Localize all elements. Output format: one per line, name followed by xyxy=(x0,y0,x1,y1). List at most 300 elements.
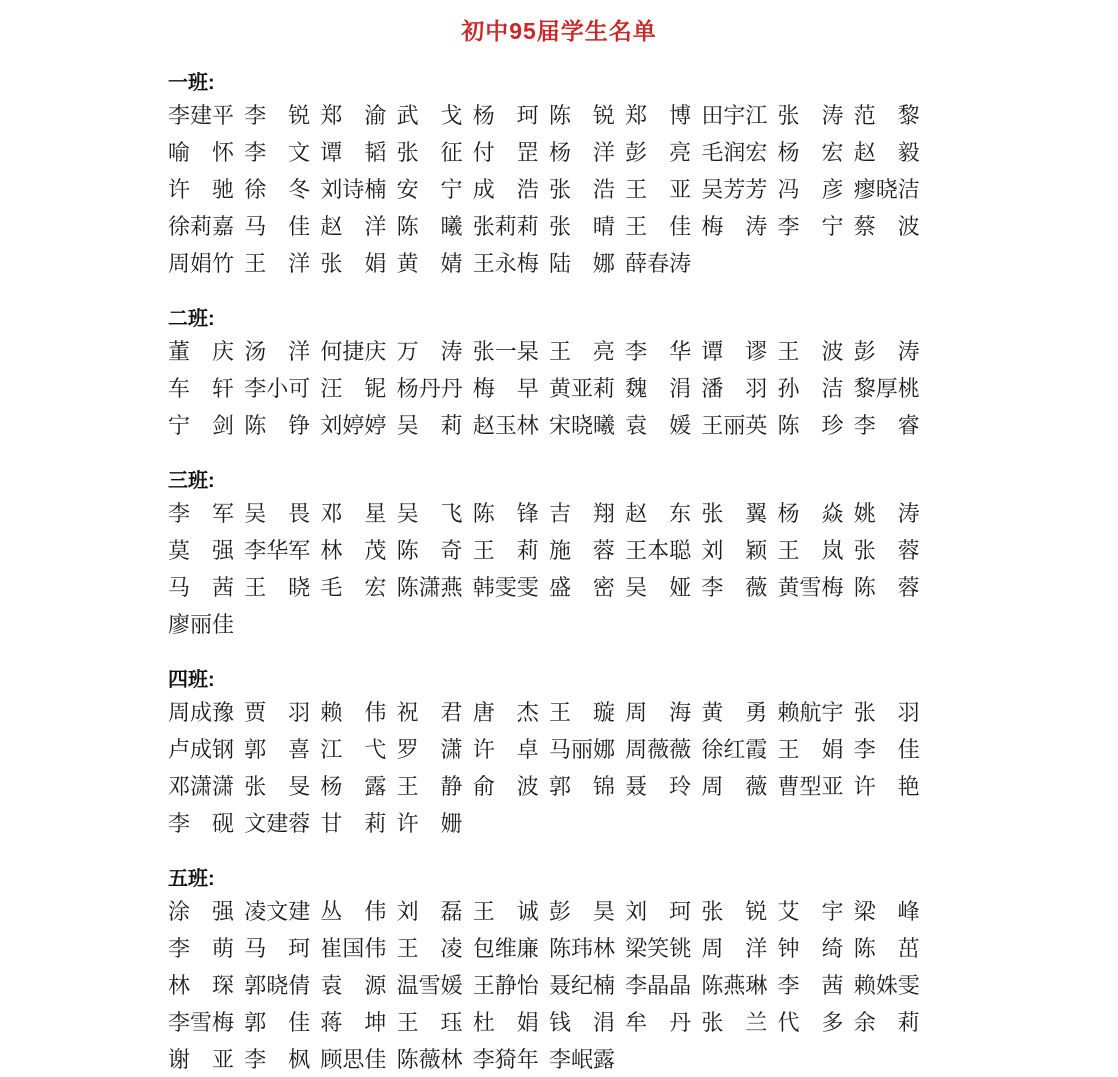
student-name xyxy=(244,1006,320,1037)
student-name xyxy=(473,409,549,440)
student-name xyxy=(549,497,625,528)
student-name xyxy=(778,696,854,727)
student-name xyxy=(778,335,854,366)
student-name-text: 李 建 平 xyxy=(168,103,235,128)
student-name xyxy=(701,969,777,1000)
name-row xyxy=(168,133,934,170)
student-name xyxy=(701,372,777,403)
student-name xyxy=(244,1043,320,1074)
student-name xyxy=(168,1043,244,1074)
student-name-text: 王 波 xyxy=(777,339,844,364)
student-name xyxy=(473,770,549,801)
student-name-text: 钱 涓 xyxy=(548,1010,615,1035)
student-name-text: 陆 娜 xyxy=(548,251,615,276)
student-name-text: 许 卓 xyxy=(472,737,539,762)
name-row xyxy=(168,1040,934,1077)
student-name xyxy=(625,696,701,727)
student-name xyxy=(778,932,854,963)
student-name-text: 赵 东 xyxy=(625,501,692,526)
student-name-text: 冯 彦 xyxy=(777,177,844,202)
student-name xyxy=(168,247,244,278)
student-name-text: 马 珂 xyxy=(244,936,311,961)
name-row xyxy=(168,207,934,244)
student-name xyxy=(320,247,396,278)
student-name xyxy=(244,895,320,926)
student-name xyxy=(854,696,930,727)
name-row xyxy=(168,332,934,369)
student-name-text: 甘 莉 xyxy=(320,811,387,836)
student-name-text: 陈 奇 xyxy=(396,538,463,563)
student-name xyxy=(244,372,320,403)
student-name xyxy=(244,210,320,241)
student-name-text: 陈 蓉 xyxy=(853,575,920,600)
student-name-text: 陈 薇 林 xyxy=(396,1047,463,1072)
name-row xyxy=(168,767,934,804)
student-name-text: 瘳 晓 洁 xyxy=(853,177,920,202)
student-name xyxy=(244,497,320,528)
student-name-text: 杨 宏 xyxy=(777,140,844,165)
student-name-text: 马 佳 xyxy=(244,214,311,239)
student-name-text: 魏 涓 xyxy=(625,376,692,401)
student-name-text: 郭 喜 xyxy=(244,737,311,762)
student-name-text: 陈 锋 xyxy=(472,501,539,526)
student-name-text: 郭 佳 xyxy=(244,1010,311,1035)
student-name-text: 黄 勇 xyxy=(701,700,768,725)
student-name xyxy=(320,372,396,403)
student-name-text: 成 浩 xyxy=(472,177,539,202)
student-name xyxy=(168,696,244,727)
student-name-text: 李 小 可 xyxy=(244,376,311,401)
student-name xyxy=(701,571,777,602)
roster xyxy=(168,70,934,1077)
student-name-text: 李 锐 xyxy=(244,103,311,128)
student-name xyxy=(397,807,473,838)
student-name xyxy=(854,932,930,963)
student-name xyxy=(854,571,930,602)
student-name xyxy=(778,173,854,204)
student-name-text: 周 薇 xyxy=(701,774,768,799)
student-name-text: 马 丽 娜 xyxy=(548,737,615,762)
student-name-text: 徐 莉 嘉 xyxy=(168,214,235,239)
student-name-text: 汪 铌 xyxy=(320,376,387,401)
student-name xyxy=(854,99,930,130)
student-name-text: 姚 涛 xyxy=(853,501,920,526)
class-section-5 xyxy=(168,866,934,1077)
student-name-text: 张 翼 xyxy=(701,501,768,526)
student-name xyxy=(397,895,473,926)
student-name-text: 周 海 xyxy=(625,700,692,725)
name-row xyxy=(168,369,934,406)
student-name-text: 毛 宏 xyxy=(320,575,387,600)
student-name-text: 许 驰 xyxy=(168,177,234,202)
student-name xyxy=(168,969,244,1000)
student-name xyxy=(625,895,701,926)
student-name xyxy=(625,173,701,204)
student-name xyxy=(473,210,549,241)
student-name-text: 施 蓉 xyxy=(548,538,615,563)
student-name xyxy=(625,534,701,565)
student-name-text: 凌 文 建 xyxy=(244,899,311,924)
student-name-text: 钟 绮 xyxy=(777,936,844,961)
class-label: 五班: xyxy=(168,868,215,890)
student-name-text: 万 涛 xyxy=(396,339,463,364)
student-name-text: 蔡 波 xyxy=(853,214,920,239)
student-name-text: 王 娟 xyxy=(777,737,844,762)
student-name-text: 涂 强 xyxy=(168,899,234,924)
student-name xyxy=(778,99,854,130)
student-name xyxy=(625,770,701,801)
student-name-text: 王 亚 xyxy=(625,177,692,202)
student-name xyxy=(473,932,549,963)
student-name-text: 林 琛 xyxy=(168,973,234,998)
student-name-text: 李 岷 露 xyxy=(548,1047,615,1072)
class-label: 二班: xyxy=(168,308,215,330)
student-name xyxy=(854,733,930,764)
student-name-text: 陈 玮 林 xyxy=(548,936,615,961)
student-name-text: 张 旻 xyxy=(244,774,311,799)
class-section-1 xyxy=(168,70,934,281)
student-name xyxy=(320,497,396,528)
student-name-text: 韩 雯 雯 xyxy=(472,575,539,600)
student-name-text: 祝 君 xyxy=(396,700,463,725)
name-row xyxy=(168,605,934,642)
student-name xyxy=(701,534,777,565)
student-name-text: 黄 婧 xyxy=(396,251,463,276)
student-name-text: 陈 铮 xyxy=(244,413,311,438)
student-name-text: 武 戈 xyxy=(396,103,463,128)
student-name xyxy=(397,1006,473,1037)
name-row xyxy=(168,804,934,841)
student-name-text: 李 萌 xyxy=(168,936,234,961)
student-name xyxy=(701,173,777,204)
student-name-text: 杨 焱 xyxy=(777,501,844,526)
student-name-text: 董 庆 xyxy=(168,339,234,364)
student-name xyxy=(397,571,473,602)
student-name-text: 梁 峰 xyxy=(853,899,920,924)
student-name-text: 余 莉 xyxy=(853,1010,920,1035)
student-name xyxy=(244,770,320,801)
student-name-text: 张 征 xyxy=(396,140,463,165)
student-name xyxy=(549,770,625,801)
student-name-text: 张 晴 xyxy=(548,214,615,239)
name-row xyxy=(168,494,934,531)
student-name-text: 李 雪 梅 xyxy=(168,1010,235,1035)
student-name xyxy=(778,770,854,801)
student-name-text: 包 维 廉 xyxy=(472,936,539,961)
student-name-text: 王 本 聪 xyxy=(625,538,692,563)
name-row xyxy=(168,892,934,929)
student-name xyxy=(397,497,473,528)
student-name-text: 袁 源 xyxy=(320,973,387,998)
student-name xyxy=(320,696,396,727)
student-name xyxy=(244,969,320,1000)
student-name-text: 赵 毅 xyxy=(853,140,920,165)
student-name xyxy=(168,932,244,963)
student-name-text: 王 洋 xyxy=(244,251,311,276)
student-name-text: 王 丽 英 xyxy=(701,413,768,438)
student-name-text: 吴 畏 xyxy=(244,501,311,526)
student-name-text: 张 涛 xyxy=(777,103,844,128)
student-name xyxy=(244,696,320,727)
student-name xyxy=(854,173,930,204)
student-name-text: 代 多 xyxy=(777,1010,844,1035)
student-name-text: 郭 锦 xyxy=(548,774,615,799)
student-name xyxy=(854,409,930,440)
student-name-text: 彭 涛 xyxy=(853,339,920,364)
student-name xyxy=(549,136,625,167)
student-name xyxy=(549,969,625,1000)
student-name xyxy=(168,534,244,565)
student-name xyxy=(320,136,396,167)
student-name-text: 马 茜 xyxy=(168,575,234,600)
student-name-text: 王 璇 xyxy=(548,700,615,725)
student-name-text: 王 凌 xyxy=(396,936,463,961)
student-name-text: 孙 洁 xyxy=(777,376,844,401)
student-name-text: 周 薇 薇 xyxy=(625,737,692,762)
student-name xyxy=(625,932,701,963)
name-row xyxy=(168,730,934,767)
student-name xyxy=(168,99,244,130)
student-name-text: 黎 厚 桃 xyxy=(853,376,920,401)
student-name-text: 聂 玲 xyxy=(625,774,692,799)
student-name xyxy=(701,335,777,366)
student-name xyxy=(320,969,396,1000)
name-row xyxy=(168,170,934,207)
student-name-text: 彭 昊 xyxy=(548,899,615,924)
student-name xyxy=(701,932,777,963)
student-name xyxy=(854,210,930,241)
student-name-text: 张 娟 xyxy=(320,251,387,276)
student-name-text: 潘 羽 xyxy=(701,376,768,401)
student-name-text: 梅 涛 xyxy=(701,214,768,239)
student-name xyxy=(320,770,396,801)
student-name xyxy=(625,99,701,130)
student-name-text: 曹 型 亚 xyxy=(777,774,844,799)
student-name xyxy=(320,1043,396,1074)
student-name xyxy=(625,247,701,278)
student-name-text: 吴 飞 xyxy=(396,501,463,526)
student-name xyxy=(701,136,777,167)
student-name xyxy=(625,969,701,1000)
student-name-text: 付 罡 xyxy=(472,140,539,165)
student-name-text: 杜 娟 xyxy=(472,1010,539,1035)
student-name xyxy=(320,99,396,130)
student-name-text: 聂 纪 楠 xyxy=(548,973,615,998)
student-name-text: 杨 珂 xyxy=(472,103,539,128)
student-name xyxy=(168,210,244,241)
student-name-text: 莫 强 xyxy=(168,538,234,563)
student-name-text: 郑 博 xyxy=(625,103,692,128)
student-name xyxy=(701,733,777,764)
student-name-text: 王 岚 xyxy=(777,538,844,563)
student-name xyxy=(778,409,854,440)
student-name xyxy=(473,895,549,926)
student-name xyxy=(244,173,320,204)
student-name-text: 张 一 杲 xyxy=(472,339,539,364)
student-name-text: 赖 姝 雯 xyxy=(853,973,920,998)
student-name xyxy=(778,210,854,241)
student-name xyxy=(168,409,244,440)
student-name xyxy=(244,534,320,565)
student-name-text: 牟 丹 xyxy=(625,1010,692,1035)
class-label: 四班: xyxy=(168,669,215,691)
student-name-text: 贾 羽 xyxy=(244,700,311,725)
student-name xyxy=(549,534,625,565)
student-name xyxy=(473,733,549,764)
student-name xyxy=(473,99,549,130)
student-name-text: 邓 潇 潇 xyxy=(168,774,235,799)
student-name xyxy=(473,173,549,204)
student-name-text: 陈 燕 琳 xyxy=(701,973,768,998)
name-row xyxy=(168,406,934,443)
student-name-text: 喻 怀 xyxy=(168,140,234,165)
student-name xyxy=(778,372,854,403)
student-name-text: 李 茜 xyxy=(777,973,844,998)
student-name xyxy=(473,696,549,727)
student-name xyxy=(320,210,396,241)
student-name xyxy=(549,571,625,602)
student-name-text: 李 佳 xyxy=(853,737,920,762)
student-name-text: 宁 剑 xyxy=(168,413,234,438)
student-name-text: 杨 洋 xyxy=(548,140,615,165)
student-name-text: 艾 宇 xyxy=(777,899,844,924)
student-name-text: 刘 珂 xyxy=(625,899,692,924)
student-name-text: 梁 笑 铫 xyxy=(625,936,692,961)
student-name-text: 李 华 xyxy=(625,339,692,364)
student-name-text: 赵 玉 林 xyxy=(472,413,539,438)
student-name xyxy=(168,608,244,639)
student-name-text: 何 捷 庆 xyxy=(320,339,387,364)
student-name xyxy=(625,136,701,167)
student-name-text: 李 睿 xyxy=(853,413,920,438)
student-name xyxy=(168,497,244,528)
student-name xyxy=(244,409,320,440)
student-name-text: 张 浩 xyxy=(548,177,615,202)
student-name-text: 张 莉 莉 xyxy=(472,214,539,239)
student-name-text: 毛 润 宏 xyxy=(701,140,768,165)
student-name-text: 王 亮 xyxy=(548,339,615,364)
student-name-text: 李 猗 年 xyxy=(472,1047,539,1072)
student-name xyxy=(320,409,396,440)
student-name xyxy=(854,969,930,1000)
student-name xyxy=(625,733,701,764)
student-name xyxy=(854,497,930,528)
student-name xyxy=(854,534,930,565)
student-name xyxy=(701,770,777,801)
student-name-text: 李 薇 xyxy=(701,575,768,600)
student-name xyxy=(397,335,473,366)
student-name-text: 李 宁 xyxy=(777,214,844,239)
student-name-text: 李 文 xyxy=(244,140,311,165)
student-name-text: 刘 颖 xyxy=(701,538,768,563)
student-name xyxy=(778,733,854,764)
student-name xyxy=(778,895,854,926)
student-name xyxy=(320,173,396,204)
student-name xyxy=(320,932,396,963)
student-name-text: 周 娟 竹 xyxy=(168,251,235,276)
student-name xyxy=(397,534,473,565)
student-name xyxy=(473,1043,549,1074)
student-name-text: 廖 丽 佳 xyxy=(168,612,235,637)
student-name-text: 江 弋 xyxy=(320,737,387,762)
student-name xyxy=(320,807,396,838)
student-name xyxy=(244,807,320,838)
class-section-4 xyxy=(168,667,934,841)
student-name-text: 盛 密 xyxy=(548,575,615,600)
student-name xyxy=(778,497,854,528)
student-name-text: 王 永 梅 xyxy=(472,251,539,276)
student-name xyxy=(397,409,473,440)
student-name-text: 陈 曦 xyxy=(396,214,463,239)
student-name-text: 陈 锐 xyxy=(548,103,615,128)
class-section-3 xyxy=(168,468,934,642)
student-name xyxy=(397,372,473,403)
student-name xyxy=(549,409,625,440)
student-name xyxy=(549,173,625,204)
student-name xyxy=(625,372,701,403)
student-name xyxy=(549,895,625,926)
student-name-text: 徐 红 霞 xyxy=(701,737,768,762)
student-name-text: 王 珏 xyxy=(396,1010,463,1035)
student-name xyxy=(397,210,473,241)
name-row xyxy=(168,244,934,281)
student-name-text: 赖 伟 xyxy=(320,700,387,725)
student-name xyxy=(244,932,320,963)
student-name xyxy=(320,733,396,764)
student-name-text: 汤 洋 xyxy=(244,339,311,364)
student-name xyxy=(854,335,930,366)
student-name-text: 黄 亚 莉 xyxy=(548,376,615,401)
student-name-text: 刘 婷 婷 xyxy=(320,413,387,438)
student-name-text: 黄 雪 梅 xyxy=(777,575,844,600)
student-name-text: 李 枫 xyxy=(244,1047,311,1072)
student-name xyxy=(244,335,320,366)
student-name xyxy=(854,770,930,801)
student-name-text: 张 羽 xyxy=(853,700,920,725)
student-name xyxy=(701,497,777,528)
student-name-text: 梅 早 xyxy=(472,376,539,401)
student-name xyxy=(549,696,625,727)
student-name-text: 许 姗 xyxy=(396,811,463,836)
student-name-text: 吴 娅 xyxy=(625,575,692,600)
student-name xyxy=(397,247,473,278)
student-name xyxy=(168,895,244,926)
student-name-text: 邓 星 xyxy=(320,501,387,526)
student-name xyxy=(320,335,396,366)
student-name-text: 唐 杰 xyxy=(472,700,539,725)
student-name xyxy=(397,696,473,727)
student-name xyxy=(549,1006,625,1037)
student-name xyxy=(397,770,473,801)
student-name xyxy=(397,733,473,764)
name-row xyxy=(168,568,934,605)
student-name xyxy=(168,173,244,204)
student-name-text: 刘 诗 楠 xyxy=(320,177,387,202)
student-name-text: 安 宁 xyxy=(396,177,463,202)
student-name xyxy=(625,571,701,602)
student-name xyxy=(244,247,320,278)
name-row xyxy=(168,929,934,966)
student-name-text: 王 晓 xyxy=(244,575,311,600)
student-name xyxy=(701,1006,777,1037)
name-row xyxy=(168,966,934,1003)
student-name-text: 彭 亮 xyxy=(625,140,692,165)
student-name-text: 谭 韬 xyxy=(320,140,387,165)
class-label: 三班: xyxy=(168,470,215,492)
student-name-text: 谢 亚 xyxy=(168,1047,234,1072)
student-name xyxy=(701,210,777,241)
student-name-text: 崔 国 伟 xyxy=(320,936,387,961)
